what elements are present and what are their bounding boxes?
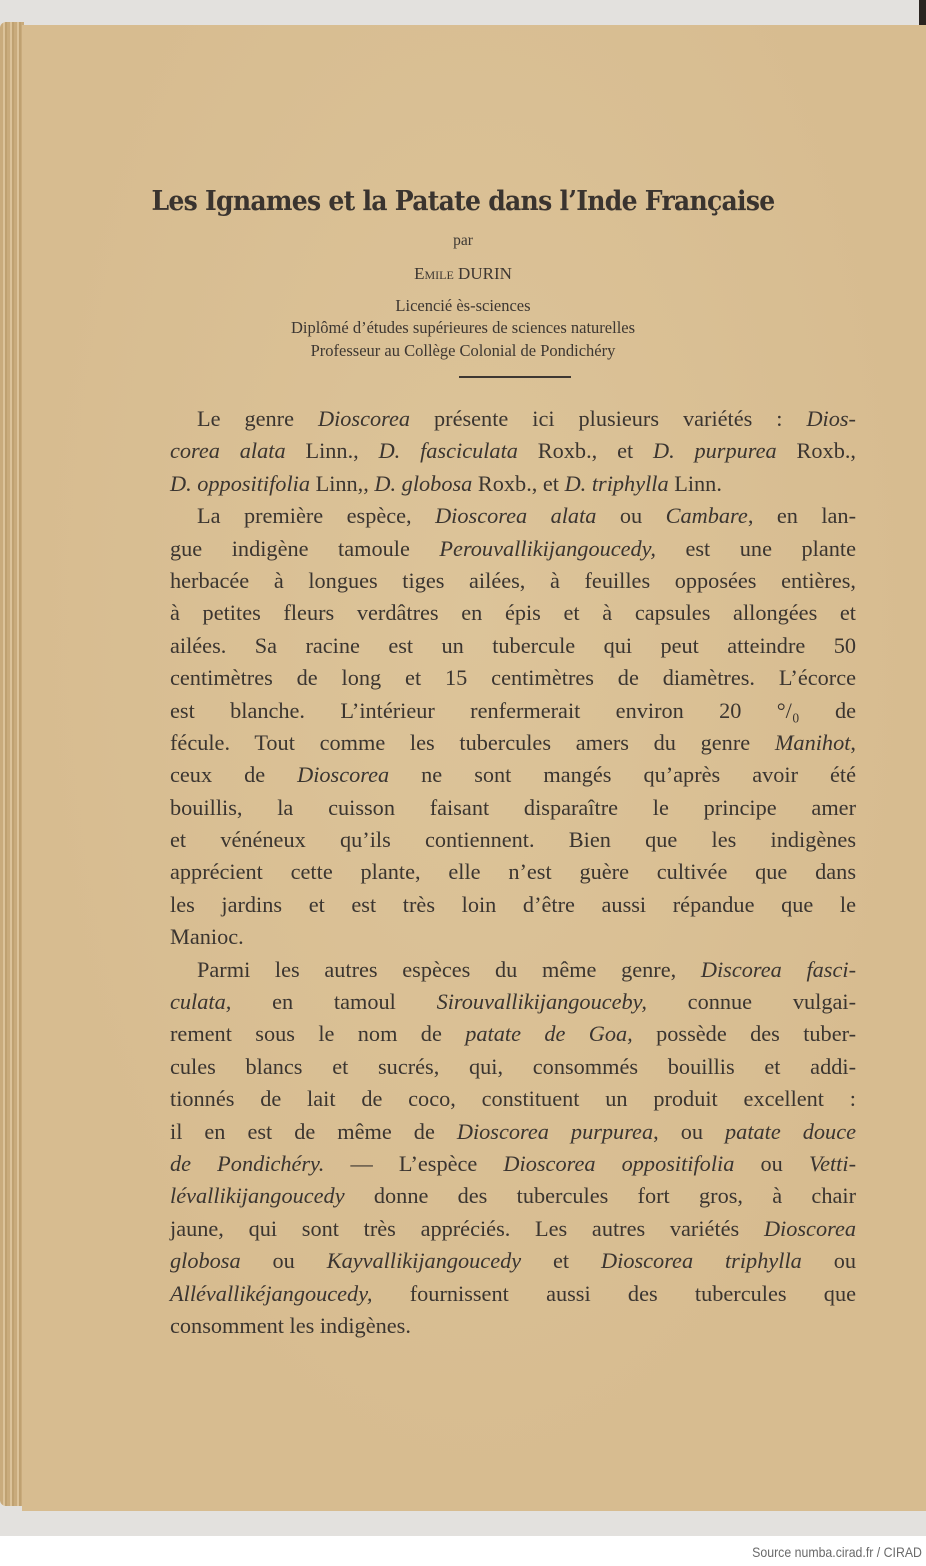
text-segment: est blanche. L’intérieur renfermerait environ 20 °/₀ de	[170, 697, 856, 723]
text-segment: gue indigène tamoule	[170, 535, 440, 561]
text-line	[170, 565, 856, 597]
italic-text: Dioscorea oppositifolia	[503, 1150, 735, 1176]
credential-1: Licencié ès-sciences	[395, 296, 531, 315]
text-line	[170, 533, 856, 565]
italic-text: D. purpurea	[653, 438, 777, 464]
text-line	[170, 1148, 856, 1180]
italic-text: patate douce	[725, 1118, 856, 1144]
text-line	[170, 1018, 856, 1050]
byline: par	[453, 232, 473, 249]
text-line	[170, 1083, 856, 1115]
text-segment: Roxb.,	[776, 438, 856, 464]
italic-text: lévallikijangoucedy	[170, 1183, 345, 1209]
text-line	[170, 1278, 856, 1310]
text-segment: rement sous le nom de	[170, 1021, 466, 1047]
text-line	[170, 468, 856, 500]
italic-text: Perouvallikijangoucedy,	[439, 535, 656, 561]
italic-text: D. fasciculata	[378, 438, 518, 464]
text-line	[170, 500, 856, 532]
credential-3: Professeur au Collège Colonial de Pondichéry	[310, 341, 616, 360]
italic-text: Allévallikéjangoucedy,	[170, 1280, 373, 1306]
text-line	[170, 986, 856, 1018]
text-segment: Manioc.	[170, 924, 244, 950]
italic-text: Dioscorea triphylla	[601, 1248, 802, 1274]
text-segment: donne des tubercules fort gros, à chair	[344, 1183, 856, 1209]
text-line	[170, 954, 856, 986]
text-segment: Linn.,	[285, 438, 379, 464]
text-line	[170, 921, 856, 953]
text-segment: La première espèce,	[197, 503, 436, 529]
text-segment: ne sont mangés qu’après avoir été	[389, 762, 856, 788]
text-line	[170, 1116, 856, 1148]
separator-rule	[459, 376, 571, 378]
text-segment: à petites fleurs verdâtres en épis et à capsules allongées et	[170, 600, 856, 626]
text-segment: il en est de même de	[170, 1118, 457, 1144]
text-line	[170, 792, 856, 824]
text-line	[170, 630, 856, 662]
source-credit: Source numba.cirad.fr / CIRAD	[752, 1544, 922, 1560]
text-line	[170, 856, 856, 888]
italic-text: Kayvallikijangoucedy	[326, 1248, 522, 1274]
text-line	[170, 1051, 856, 1083]
text-segment: Roxb., et	[517, 438, 653, 464]
text-line	[170, 1213, 856, 1245]
text-segment: est une plante	[655, 535, 856, 561]
text-segment: , en lan-	[747, 503, 856, 529]
italic-text: Dioscorea alata	[435, 503, 597, 529]
author-name: Emile DURIN	[414, 264, 512, 283]
text-line	[170, 435, 856, 467]
italic-text: D. triphylla	[564, 470, 669, 496]
text-line	[170, 759, 856, 791]
text-segment: ou	[596, 503, 666, 529]
text-segment: bouillis, la cuisson faisant disparaître le principe amer	[170, 794, 856, 820]
text-segment: centimètres de long et 15 centimètres de diamètres. L’écorce	[170, 665, 856, 691]
text-segment: Parmi les autres espèces du même genre,	[197, 956, 701, 982]
article-body	[170, 403, 856, 1342]
italic-text: Dioscorea	[297, 762, 390, 788]
text-line	[170, 403, 856, 435]
text-segment: jaune, qui sont très appréciés. Les autres variétés	[170, 1215, 764, 1241]
italic-text: Dioscorea purpurea	[456, 1118, 654, 1144]
text-segment: Le genre	[197, 406, 318, 431]
italic-text: Cambare	[665, 503, 748, 529]
text-segment: — L’espèce	[324, 1150, 504, 1176]
text-segment: ou	[734, 1150, 809, 1176]
italic-text: patate de Goa,	[465, 1021, 633, 1047]
text-segment: consomment les indigènes.	[170, 1312, 411, 1338]
text-segment: cules blancs et sucrés, qui, consommés bouillis et addi-	[170, 1053, 856, 1079]
text-line	[170, 1180, 856, 1212]
italic-text: D. oppositifolia	[170, 470, 310, 496]
text-line	[170, 1245, 856, 1277]
text-line	[170, 597, 856, 629]
italic-text: corea alata	[170, 438, 286, 464]
italic-text: globosa	[170, 1248, 241, 1274]
text-segment: Linn.	[668, 470, 722, 496]
italic-text: Dios-	[806, 406, 856, 431]
text-segment: connue vulgai-	[646, 989, 856, 1015]
text-segment: herbacée à longues tiges ailées, à feuilles opposées entières,	[170, 567, 856, 593]
text-segment: fournissent aussi des tubercules que	[372, 1280, 856, 1306]
italic-text: Manihot	[774, 729, 851, 755]
italic-text: de Pondichéry.	[170, 1150, 325, 1176]
text-segment: tionnés de lait de coco, constituent un produit excellent :	[170, 1086, 856, 1112]
text-line	[170, 1310, 856, 1342]
italic-text: Discorea fasci-	[700, 956, 856, 982]
text-segment: en tamoul	[231, 989, 437, 1015]
text-line	[170, 695, 856, 727]
text-segment: ou	[240, 1248, 327, 1274]
text-segment: Linn,,	[310, 470, 375, 496]
text-segment: , ou	[653, 1118, 726, 1144]
text-segment: et	[521, 1248, 602, 1274]
italic-text: D. globosa	[374, 470, 473, 496]
italic-text: Dioscorea	[317, 406, 411, 431]
text-segment: fécule. Tout comme les tubercules amers du genre	[170, 729, 775, 755]
text-segment: et vénéneux qu’ils contiennent. Bien que les indigènes	[170, 827, 856, 853]
text-line	[170, 662, 856, 694]
article-title: Les Ignames et la Patate dans l’Inde Française	[151, 186, 775, 217]
credential-2: Diplômé d’études supérieures de sciences naturelles	[290, 318, 636, 337]
italic-text: Vetti-	[808, 1150, 856, 1176]
text-segment: apprécient cette plante, elle n’est guère cultivée que dans	[170, 859, 856, 885]
text-segment: Roxb., et	[472, 470, 565, 496]
text-segment: les jardins et est très loin d’être aussi répandue que le	[170, 891, 856, 917]
text-segment: possède des tuber-	[632, 1021, 856, 1047]
text-segment: ceux de	[170, 762, 298, 788]
text-line	[170, 889, 856, 921]
italic-text: Dioscorea	[763, 1215, 856, 1241]
italic-text: culata,	[170, 989, 232, 1015]
text-line	[170, 727, 856, 759]
text-segment: ,	[850, 729, 856, 755]
italic-text: Sirouvallikijangouceby,	[436, 989, 647, 1015]
text-segment: ailées. Sa racine est un tubercule qui peut atteindre 50	[170, 632, 856, 658]
text-segment: ou	[801, 1248, 856, 1274]
text-line	[170, 824, 856, 856]
text-segment: présente ici plusieurs variétés :	[410, 406, 807, 431]
